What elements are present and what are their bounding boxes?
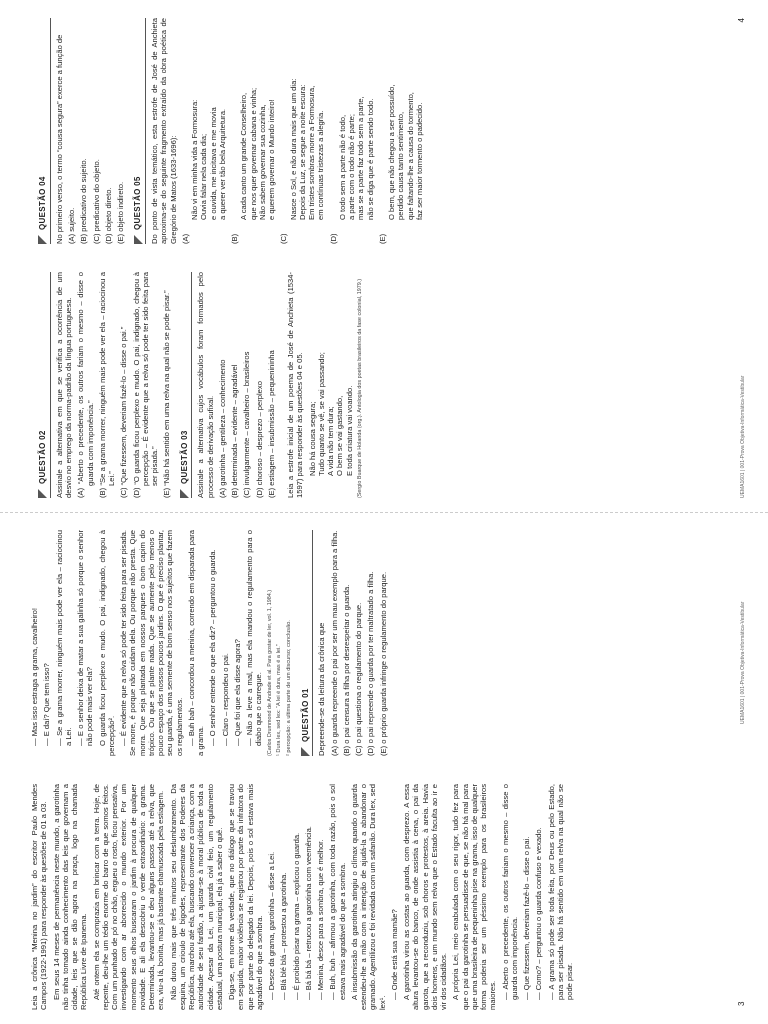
verse-line: O todo sem a parte não é todo, xyxy=(337,114,347,220)
column-4 xyxy=(30,18,730,244)
paragraph: A garotinha virou as costas ao guarda, com desprezo. A essa altura levantou-se do banco, de onde assistia à cena, o pai da garota, que a reconduziu, sob choros e protestos, à areia. Havia dois homens, e um mundo sem relva que o Estado faculta ao ir e vir dos cidadãos. xyxy=(402,784,448,1010)
dialogue-line: — Que foi que ela disse agora? xyxy=(232,639,242,746)
poem-line: Não há cousa segura; xyxy=(307,401,317,476)
poem-line: Tudo quanto se vê, se vai passando; xyxy=(316,352,326,476)
question-05-header xyxy=(133,18,146,244)
dialogue-line: — A grama só pode ser toda feita, por Deus ou pelo Estado, para ser pisada. Não há sentido em uma relva na qual não se pode pisar. xyxy=(546,784,574,1000)
answer-option xyxy=(230,18,276,244)
dialogue-line: — Claro – respondeu o pai. xyxy=(220,653,230,746)
footnote: ² percepção: a ultima parte de um discurso; conclusão. xyxy=(285,620,292,756)
verse-line: Não sabem governar sua cozinha, xyxy=(257,104,267,220)
answer-option xyxy=(181,18,227,244)
option-label: (A) xyxy=(180,233,190,244)
answer-option: (E) estiagem – insubmissão – pequenininha xyxy=(266,350,276,498)
verse-line: Depois da Luz, se segue a noite escura: xyxy=(297,84,307,220)
answer-option: (E) objeto indireto. xyxy=(116,181,125,244)
verse-line: que faltando-lhe a causa do tormento, xyxy=(405,92,415,220)
option-label: (E) xyxy=(377,233,387,244)
triangle-icon xyxy=(301,747,310,756)
dialogue-line: — O senhor entende o que ela diz? – perguntou o guarda. xyxy=(208,549,218,746)
question-title: QUESTÃO 04 xyxy=(38,176,47,230)
dialogue-line: — Mas isso estraga a grama, cavalheiro! xyxy=(30,607,39,746)
dialogue-line: — Blá blé blá – protestou a garotinha. xyxy=(279,872,289,1000)
answer-option xyxy=(329,18,375,244)
triangle-icon xyxy=(38,489,47,498)
answer-option: (D) “O guarda ficou perplexo e mudo. O pai, indignado, chegou à percepção – É evidente que a relva só pode ter sido feita para ser pisada.” xyxy=(131,272,159,498)
verse-line: Nasce o Sol, e não dura mais que um dia: xyxy=(288,78,298,220)
question-stem: Do ponto de vista temático, esta estrofe de José de Anchieta aproxima-se do seguinte fragmento extraído da obra poética de Gregório de Matos (1633-1696): xyxy=(150,18,178,244)
answer-option xyxy=(378,18,424,244)
answer-option: (C) o pai questiona o regulamento do parque. xyxy=(354,602,364,756)
question-01-header xyxy=(301,530,314,756)
footnote: ¹ Dura lex, sed lex: “A lei é dura, mas é a lei.” xyxy=(276,644,283,756)
verse-line: e querem governar o Mundo inteiro! xyxy=(267,99,276,220)
dialogue-line: — E daí? Que tem isso? xyxy=(42,663,52,746)
page-footer: UEMA1601 | 001-Prova Objetiva-Informática-Vestibular xyxy=(740,601,746,724)
answer-option: (A) o guarda repreende o pai por ser um mau exemplo para a filha. xyxy=(329,530,339,756)
answer-option: (C) “Que fizessem, deveriam fazê-lo – disse o pai.” xyxy=(119,326,129,498)
poem-line: E toda criatura vai voando. xyxy=(344,385,354,476)
option-label: (B) xyxy=(230,233,239,244)
answer-option: (A) sujeito. xyxy=(67,207,76,244)
verse-line: que nos quer governar cabana e vinha; xyxy=(248,87,258,220)
column-3 xyxy=(30,272,730,498)
verse-line: perdido causa tanto sentimento, xyxy=(396,111,406,220)
dialogue-line: — Não a leve a mal, mas ela mandou o regulamento para o diabo que o carregue. xyxy=(245,530,264,746)
verse-line: A cada canto um grande Conselheiro, xyxy=(239,92,249,220)
paragraph: Em seus 14 meses de permanência neste mundo, a garotinha não tinha tomado ainda conhecimento das leis que governam a cidade, leis que se dão agora na praça, logo na chamada República Livre de Ipanema. xyxy=(51,784,89,1010)
poem-line: O bem se vai gastando, xyxy=(335,395,345,476)
column-1 xyxy=(30,784,730,1010)
question-title: QUESTÃO 05 xyxy=(133,176,143,230)
answer-option: (A) “Aberto o precedente, os outros fariam o mesmo – disse o guarda com imponência.” xyxy=(76,272,95,498)
answer-option: (C) invulgarmente – cavalheiro – brasileiros xyxy=(242,351,252,498)
answer-option xyxy=(279,18,325,244)
answer-option: (C) predicativo do objeto. xyxy=(91,159,101,244)
question-stem: No primeiro verso, o termo “cousa segura” exerce a função de xyxy=(54,34,64,244)
page-number: 4 xyxy=(737,18,746,23)
verse-line: mas se a parte faz todo sem a parte, xyxy=(356,96,366,220)
dialogue-line: — Aberto o precedente, os outros fariam o mesmo – disse o guarda com imponência. xyxy=(500,784,519,1000)
answer-option: (E) “Não há sentido em uma relva na qual não se pode pisar.” xyxy=(162,290,172,498)
triangle-icon xyxy=(38,235,47,244)
answer-option: (B) determinada – evidente – agradável xyxy=(230,364,239,498)
dialogue-line: — Desce da grama, garotinha – disse a Lei. xyxy=(267,851,276,1000)
answer-option: (B) “Se a grama morrer, ninguém mais pode ver ela – raciocinou a Lei.” xyxy=(97,272,116,498)
question-stem: Assinale a alternativa cujos vocábulos foram formados pelo processo de derivação sufixal. xyxy=(196,272,215,498)
answer-option: (D) choroso – desprezo – perplexo xyxy=(254,381,264,498)
dialogue-line: — Menina, desce para a sombra, que é melhor. xyxy=(316,839,325,1000)
answer-option: (A) garotinha – gentileza – conhecimento xyxy=(217,359,227,498)
question-title: QUESTÃO 02 xyxy=(38,430,47,484)
paragraph: A insubmissão da garotinha atingiu o clímax quando o guarda estendeu-lhe a mão com a intenção de ajudá-la a abandonar o gramado. Agentilizou e foi revidada com um safanão. Dura lex, sed lex¹. xyxy=(349,784,387,1010)
paragraph: — Buh bah – concordou a menina, correndo em disparada para a grama. xyxy=(186,530,205,756)
column-2 xyxy=(30,530,730,756)
option-label: (C) xyxy=(279,233,289,244)
paragraph: — É evidente que a relva só pode ter sido feita para ser pisada. Se morre, é porque não cuidam dela. Ou porque não presta. Que morra. Que seja plantada em nossos parques o bom capim do trópico. Ou que se plante nada. Que se aumente pelo menos o pouco espaço dos nossos poucos jardins. O que é preciso plantar, seu guarda, é uma semente de bom senso nos sujeitos que fazem os regulamentos. xyxy=(119,530,184,756)
dialogue-line: — Bá bá bá – retrucou a garotinha com veemência. xyxy=(303,826,313,1000)
paragraph: A própria Lei, meio enabulada com o seu rigor, tudo fez para que o pai da garotinha se persuadisse de que, se não há mal para que uma brasileira de pequeninha pise na grama, isso de qualquer forma poderia ser um péssimo exemplo para os brasileiros maiores. xyxy=(451,784,498,1010)
dialogue-line: — E o senhor deixa de matar a sua galinha só porque o senhor não pode mais ver ela? xyxy=(76,530,95,746)
question-03-header xyxy=(180,272,193,498)
verse-line: a parte com o todo não é parte; xyxy=(347,114,356,220)
dialogue-block xyxy=(267,784,347,1010)
answer-option: (B) predicativo do sujeito. xyxy=(79,158,89,244)
triangle-icon xyxy=(180,489,189,498)
verse-line: não se diga que é parte sendo todo. xyxy=(365,98,375,220)
paragraph: Diga-se, em nome da verdade, que no diálogo que se travou em seguida, maior violência se registrou por parte da infratora do que por parte do delegado da lei. Depois, pois o sol estava mais agradável do que a sombra. xyxy=(227,784,264,1010)
verse-line: Não vi em minha vida a Formosura: xyxy=(190,99,199,220)
answer-option: (D) o pai repreende o guarda por ter maltratado a filha. xyxy=(366,571,376,756)
paragraph: Até ontem ela se comprazia em brincar com a terra. Hoje, de repente, deu-lhe um tédio enorme do barro de que somos feitos. Com um punhado de pó no chão, ergueu o rosto, ficou pensativa, investigando com ar aborrecido o mundo exterior. Por um momento seus olhos buscaram o jardim à procura de qualquer novidade. E ali ela descobriu o verde extraordinário: a grama. Determinada, levantou-se e deu alguns passos até a relva, que era, viu-a lá, bonita, mas já bastante chamuscada pela estiagem. xyxy=(91,784,166,1010)
question-title: QUESTÃO 01 xyxy=(300,688,310,742)
verse-line: em contínuas tristezas a alegria. xyxy=(316,110,326,220)
page-3 xyxy=(0,512,768,1024)
answer-option: (D) objeto direto. xyxy=(103,187,113,244)
triangle-icon xyxy=(134,235,143,244)
reading-intro: Leia a crônica “Menina no jardim” do escritor Paulo Mendes Campos (1922-1991) para responder às questões de 01 a 03. xyxy=(30,784,49,1010)
paragraph: Não durou mais que três minutos seu deslumbramento. Da esquina, um crioulo de bigodes, representante dos Poderes da República, marchou até ela, buscando convencer a criança, com a autoridade de seu fardão, a ajustar-se à moral pública de toda a cidade. Apesar da Lei, um guarda civil feio, um regulamento estadual, uma postura municipal, ela já a saber o quê. xyxy=(168,784,224,1010)
dialogue-line: — Buh, buh – afirmou a garotinha, com toda razão, pois o sol estava mais agradável do que a sombra. xyxy=(328,784,347,1000)
dialogue-line: — Se a grama morrer, ninguém mais pode ver ela – raciocinou a Lei. xyxy=(54,530,73,746)
question-04-header xyxy=(38,18,51,244)
page-footer: UEMA1601 | 001-Prova Objetiva-Informática-Vestibular xyxy=(740,375,746,498)
question-stem: Assinale a alternativa em que se verifica a ocorrência de um desvio no emprego da norma-padrão da língua portuguesa. xyxy=(54,272,73,498)
verse-line: Em tristes sombras morre a Formosura, xyxy=(307,85,316,220)
text-source: (Carlos Drummond de Andrade et al. Para gostar de ler, vol. 1, 1984.) xyxy=(266,590,273,756)
question-02-header xyxy=(38,272,51,498)
verse-line: Ouvia falar nela cada dia; xyxy=(199,133,209,220)
poem-source: (Sergio Buarque de Holanda (org.). Antologia dos poetas brasileiros da fase colonial, 1979.) xyxy=(356,278,363,498)
verse-line: O bem, que não chegou a ser possuído, xyxy=(387,84,396,220)
dialogue-line: — É proibido pisar na grama – explicou o guarda. xyxy=(291,832,301,1000)
question-title: QUESTÃO 03 xyxy=(179,430,189,484)
answer-option: (B) o pai censura a filha por desrespeitar o guarda. xyxy=(341,584,351,756)
verse-line: a querer ver tão bela Arquitetura. xyxy=(217,108,227,220)
dialogue-line: — Que fizessem, deveriam fazê-lo – disse o pai. xyxy=(522,836,531,1000)
verse-line: e ouvida, me incitava e me movia xyxy=(208,107,218,220)
option-label: (D) xyxy=(328,233,338,244)
dialogue-line: — Como? – perguntou o guarda confuso e vexado. xyxy=(534,827,544,1000)
poem-intro: Leia a estrofe inicial de um poema de José de Anchieta (1534-1597) para responder às questões 04 e 05. xyxy=(286,272,305,498)
paragraph: O guarda ficou perplexo e mudo. O pai, indignado, chegou à percepção². xyxy=(97,530,116,756)
answer-option: (E) o próprio guarda infringe o regulamento do parque. xyxy=(378,571,388,756)
verse-line: faz ser maior tormento o padecido. xyxy=(414,102,424,220)
dialogue-line: — Onde está sua mamãe? xyxy=(389,909,399,1000)
poem-line: A vida não tem dura; xyxy=(326,406,335,476)
question-stem: Depreende-se da leitura da crônica que xyxy=(317,622,327,756)
page-number: 3 xyxy=(737,1001,746,1006)
poem xyxy=(308,272,354,498)
